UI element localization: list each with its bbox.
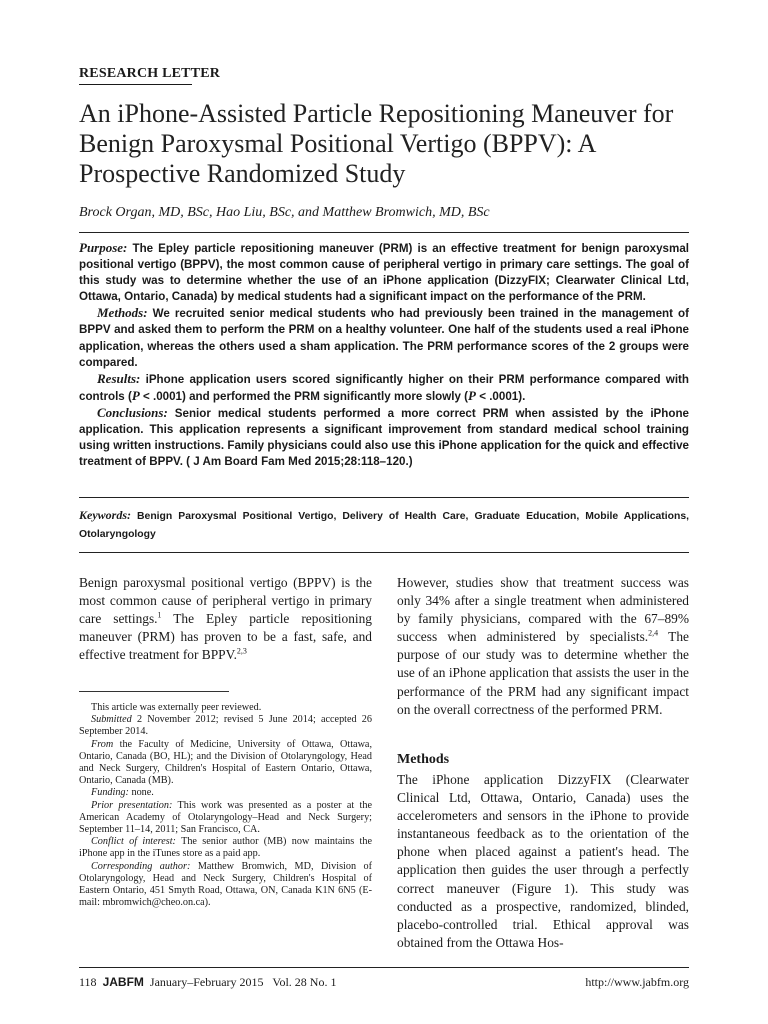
footnote-funding [79, 787, 372, 799]
issue-info: January–February 2015 Vol. 28 No. 1 [149, 975, 337, 989]
footer-citation [79, 975, 336, 990]
purpose-text: The Epley particle repositioning maneuver (PRM) is an effective treatment for benign paroxysmal positional vertigo (BPPV), the most common cause of peripheral vertigo in primary care settings. The goal of this study was to determine whether the use of an iPhone application (DizzyFIX; Clearwater Clinical Ltd, Ottawa, Ontario, Canada) by medical students had a significant impact on the performance of the PRM. [79, 242, 689, 304]
citation-ref: 1 [157, 610, 162, 620]
conclusions-label: Conclusions: [97, 404, 168, 420]
intro-text-2: The Epley particle repositioning maneuver (PRM) has proven to be a fast, safe, and effective treatment for BPPV. [79, 611, 373, 663]
p-value-symbol: P [468, 387, 476, 403]
results-text-1: iPhone application users scored significantly higher on their PRM performance compared with controls ( [79, 372, 689, 403]
footnotes [79, 702, 372, 909]
abstract-purpose [79, 240, 689, 305]
methods-heading: Methods [397, 752, 450, 767]
footnote-peer-review: This article was externally peer reviewed. [91, 702, 262, 713]
article-title: An iPhone-Assisted Particle Repositioning Maneuver for Benign Paroxysmal Positional Vertigo (BPPV): A Prospective Randomized Study [79, 99, 674, 188]
intro-right-column [397, 574, 689, 719]
footnote-corresponding [79, 861, 372, 910]
intro-left-column [79, 574, 372, 664]
label-underline [79, 84, 192, 85]
footnote-prior-presentation [79, 800, 372, 837]
keywords-label: Keywords: [79, 508, 131, 522]
abstract-methods [79, 305, 689, 370]
footnote-from [79, 739, 372, 788]
conclusions-text: Senior medical students performed a more correct PRM when assisted by the iPhone application. This application represents a significant improvement from standard medical school training using written instructions. Family physicians could also use this iPhone application for the quick and effective treatment of BPPV. ( J Am Board Fam Med 2015;28:118–120.) [79, 406, 689, 469]
footnote-text: the Faculty of Medicine, University of Ottawa, Ottawa, Ontario, Canada (BO, HL); and the Division of Otolaryngology, Head and Neck Surgery, Children's Hospital of Eastern Ontario, Ottawa, Ontario, Canada (MB). [79, 738, 372, 787]
keywords-text: Benign Paroxysmal Positional Vertigo, Delivery of Health Care, Graduate Education, Mobile Applications, Otolaryngology [79, 511, 689, 540]
footnote-text: none. [128, 787, 154, 799]
methods-text: We recruited senior medical students who had previously been trained in the management of BPPV and asked them to perform the PRM on a healthy volunteer. One half of the students used a real iPhone application, whereas the others used a sham application. The PRM performance scores of the 2 groups were compared. [79, 307, 689, 369]
footnote-text: The senior author (MB) now maintains the iPhone app in the iTunes store as a paid app. [79, 836, 372, 860]
footnote-submitted [79, 714, 372, 738]
intro-continued-paragraph [397, 574, 689, 719]
purpose-label: Purpose: [79, 240, 128, 255]
footnote-label: Submitted [91, 714, 132, 726]
methods-label: Methods: [97, 305, 148, 321]
footnote-label: Corresponding author: [91, 860, 191, 872]
results-label: Results: [97, 370, 141, 386]
p-value-symbol: P [131, 387, 140, 403]
footnote-label: From [91, 738, 114, 750]
results-text-2: < .0001) and performed the PRM significantly more slowly ( [139, 389, 469, 403]
abstract-conclusions [79, 405, 689, 470]
journal-name: JABFM [102, 975, 144, 989]
intro-text-4: The purpose of our study was to determine whether the use of an iPhone application that assists the user in the performance of the PRM had any significant impact on the overall correctness of the performed PRM. [397, 629, 689, 717]
footnote-label: Prior presentation: [91, 799, 173, 811]
keywords [79, 506, 689, 544]
results-text-3: < .0001). [475, 389, 526, 403]
footnote-text: This work was presented as a poster at the American Academy of Otolaryngology–Head and Neck Surgery; September 11–14, 2011; San Francisco, CA. [79, 799, 372, 836]
footer-rule [79, 967, 689, 968]
citation-ref: 2,4 [648, 628, 659, 638]
keywords-bottom-rule [79, 552, 689, 553]
methods-column [397, 771, 689, 952]
footnote-label: Funding: [91, 787, 129, 799]
footnote-text: 2 November 2012; revised 5 June 2014; accepted 26 September 2014. [79, 714, 372, 738]
abstract-top-rule [79, 232, 689, 233]
intro-text-1: Benign paroxysmal positional vertigo (BPPV) is the most common cause of peripheral vertigo in primary care settings. [79, 575, 372, 627]
intro-paragraph [79, 574, 372, 664]
page-number: 118 [79, 975, 97, 989]
abstract-results [79, 371, 689, 405]
citation-ref: 2,3 [236, 646, 247, 656]
footnote-text: Matthew Bromwich, MD, Division of Otolaryngology, Head and Neck Surgery, Children's Hospital of Eastern Ontario, 451 Smyth Road, Ottawa, ON, Canada K1N 6N5 (E-mail: mbromwich@cheo.on.ca). [79, 860, 373, 909]
footnote-conflict [79, 836, 372, 860]
footnote-label: Conflict of interest: [91, 836, 176, 848]
intro-text-3: However, studies show that treatment success was only 34% after a single treatment when administered by family physicians, compared with the 67–89% success when administered by specialists. [397, 575, 689, 645]
article-authors: Brock Organ, MD, BSc, Hao Liu, BSc, and Matthew Bromwich, MD, BSc [79, 205, 490, 220]
footnote-rule [79, 691, 229, 692]
article-label: RESEARCH LETTER [79, 66, 221, 81]
abstract-bottom-rule [79, 497, 689, 498]
abstract [79, 240, 689, 470]
journal-url[interactable]: http://www.jabfm.org [585, 975, 689, 989]
methods-paragraph: The iPhone application DizzyFIX (Clearwater Clinical Ltd, Ottawa, Ontario, Canada) uses the accelerometers and sensors in the iPhone to provide instantaneous feedback as to the orientation of the phone when placed against a patient's head. The application then guides the user through a perfectly correct maneuver (Figure 1). This study was conducted as a prospective, randomized, blinded, placebo-controlled trial. Ethical approval was obtained from the Ottawa Hos- [397, 772, 689, 950]
